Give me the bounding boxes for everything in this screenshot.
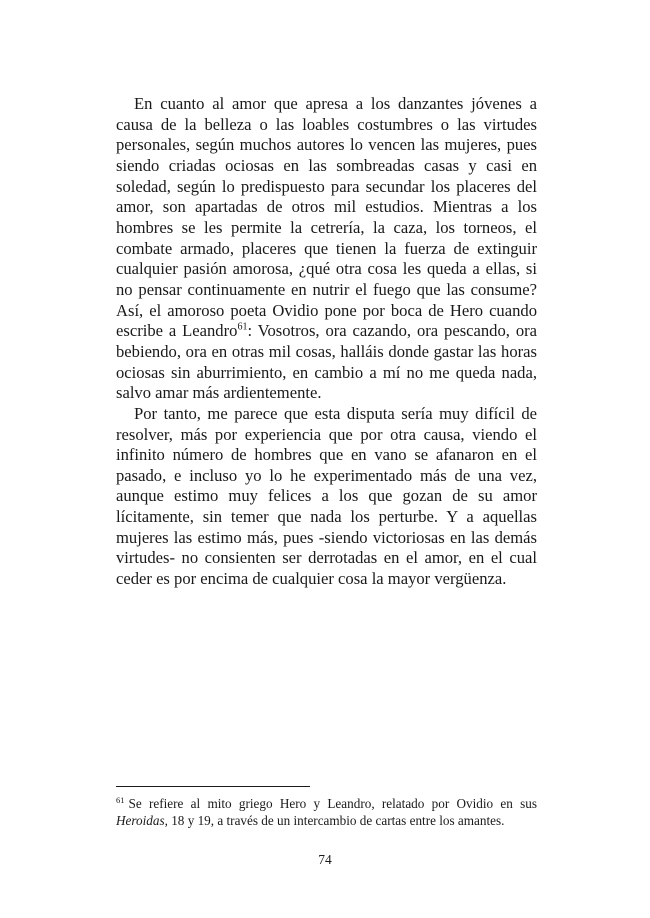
paragraph-text: En cuanto al amor que apresa a los danzantes jóvenes a causa de la belleza o las loables costumbres o las virtudes personales, según muchos autores lo vencen las mujeres, pues siendo criadas ociosas en las sombreadas casas y casi en soledad, según lo predispuesto para secundar los placeres del amor, son apartadas de otros mil estudios. Mientras a los hombres se les permite la cetrería, la caza, los torneos, el combate armado, placeres que tienen la fuerza de extinguir cualquier pasión amorosa, ¿qué otra cosa les queda a ellas, si no pensar continuamente en nutrir el fuego que las consume? Así, el amoroso poeta Ovidio pone por boca de Hero cuando escribe a Leandro <box>116 94 537 341</box>
footnote-text <box>116 795 537 829</box>
footnote-work-title: Heroidas <box>116 813 165 828</box>
paragraph: Por tanto, me parece que esta disputa sería muy difícil de resolver, más por experiencia que por otra causa, viendo el infinito número de hombres que en vano se afanaron en el pasado, e incluso yo lo he experimentado más de una vez, aunque estimo muy felices a los que gozan de su amor lícitamente, sin temer que nada los perturbe. Y a aquellas mujeres las estimo más, pues -siendo victoriosas en las demás virtudes- no consienten ser derrotadas en el amor, en el cual ceder es por encima de cualquier cosa la mayor vergüenza. <box>116 403 537 589</box>
footnote-separator <box>116 786 310 787</box>
footnote-reference: 61 <box>237 321 248 333</box>
paragraph <box>116 94 537 404</box>
footnote-text-end: , 18 y 19, a través de un intercambio de cartas entre los amantes. <box>164 813 505 828</box>
footnote-number: 61 <box>116 794 125 805</box>
footnote-text-start: Se refiere al mito griego Hero y Leandro, relatado por Ovidio en sus <box>128 796 537 811</box>
footnote <box>116 795 537 829</box>
page-number: 74 <box>318 852 332 867</box>
body-text <box>116 94 537 590</box>
paragraph-text: : Vosotros, ora cazando, ora pescando, ora bebiendo, ora en otras mil cosas, halláis donde gastar las horas ociosas sin aburrimiento, en cambio a mí no me queda nada, salvo amar más ardientemente. <box>116 321 538 403</box>
